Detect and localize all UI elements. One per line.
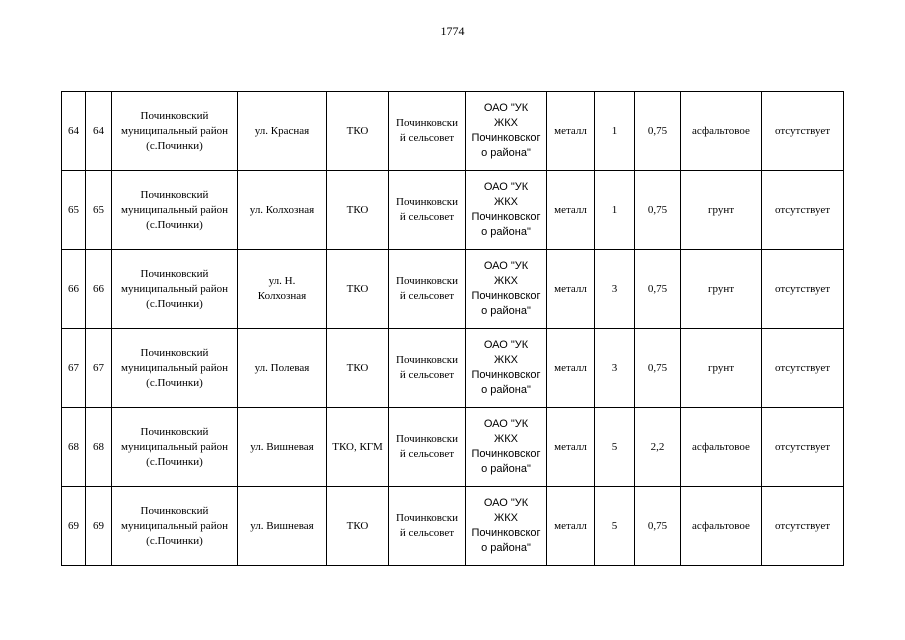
cell-street-line: ул. Вишневая xyxy=(250,440,314,453)
cell-container-volume: 0,75 xyxy=(635,487,681,566)
cell-row-number: 67 xyxy=(62,329,86,408)
cell-district xyxy=(112,408,238,487)
cell-operator xyxy=(466,250,547,329)
table-row xyxy=(62,408,844,487)
cell-fence: отсутствует xyxy=(762,408,844,487)
cell-container-volume: 0,75 xyxy=(635,250,681,329)
cell-street-line: ул. Вишневая xyxy=(250,519,314,532)
cell-council-line: й сельсовет xyxy=(399,132,455,144)
cell-waste-type: ТКО xyxy=(327,487,389,566)
cell-council-line: Починковски xyxy=(396,117,458,129)
cell-operator-line: Починковског xyxy=(471,448,541,460)
cell-operator-line: ОАО "УК xyxy=(483,102,529,114)
cell-council xyxy=(389,329,466,408)
cell-district-line: Починковский xyxy=(140,109,209,122)
cell-street xyxy=(238,329,327,408)
cell-street xyxy=(238,92,327,171)
cell-district-line: (с.Починки) xyxy=(146,218,203,231)
cell-council-line: й сельсовет xyxy=(399,448,455,460)
cell-operator-line: ЖКХ xyxy=(494,433,518,445)
cell-operator-line: Починковског xyxy=(471,527,541,539)
cell-operator-line: о района" xyxy=(481,147,531,159)
cell-container-volume: 0,75 xyxy=(635,171,681,250)
cell-council-line: й сельсовет xyxy=(399,369,455,381)
cell-operator-line: Починковског xyxy=(471,369,541,381)
cell-site-number: 69 xyxy=(86,487,112,566)
cell-fence: отсутствует xyxy=(762,250,844,329)
cell-street xyxy=(238,171,327,250)
cell-site-number: 67 xyxy=(86,329,112,408)
cell-council-line: Починковски xyxy=(396,354,458,366)
cell-waste-type: ТКО xyxy=(327,329,389,408)
cell-waste-type: ТКО, КГМ xyxy=(327,408,389,487)
cell-street-line: ул. Колхозная xyxy=(249,203,315,216)
cell-container-count: 1 xyxy=(595,92,635,171)
cell-surface: асфальтовое xyxy=(681,408,762,487)
cell-council-line: й сельсовет xyxy=(399,290,455,302)
cell-container-count: 1 xyxy=(595,171,635,250)
cell-council-line: й сельсовет xyxy=(399,527,455,539)
cell-container-material: металл xyxy=(547,487,595,566)
cell-container-material: металл xyxy=(547,250,595,329)
cell-fence: отсутствует xyxy=(762,329,844,408)
cell-fence: отсутствует xyxy=(762,171,844,250)
cell-operator-line: ОАО "УК xyxy=(483,260,529,272)
table-row xyxy=(62,250,844,329)
cell-operator-line: ЖКХ xyxy=(494,117,518,129)
waste-sites-table xyxy=(61,91,844,566)
cell-district-line: (с.Починки) xyxy=(146,455,203,468)
cell-operator-line: ЖКХ xyxy=(494,196,518,208)
cell-operator xyxy=(466,408,547,487)
cell-operator-line: ЖКХ xyxy=(494,275,518,287)
cell-waste-type: ТКО xyxy=(327,171,389,250)
cell-operator-line: ОАО "УК xyxy=(483,181,529,193)
cell-site-number: 68 xyxy=(86,408,112,487)
cell-fence: отсутствует xyxy=(762,487,844,566)
cell-street xyxy=(238,487,327,566)
cell-container-material: металл xyxy=(547,329,595,408)
cell-operator-line: Починковског xyxy=(471,132,541,144)
cell-container-count: 3 xyxy=(595,250,635,329)
cell-district-line: (с.Починки) xyxy=(146,376,203,389)
cell-row-number: 68 xyxy=(62,408,86,487)
cell-container-material: металл xyxy=(547,171,595,250)
cell-operator-line: о района" xyxy=(481,384,531,396)
cell-street-line: Колхозная xyxy=(257,290,307,302)
cell-row-number: 69 xyxy=(62,487,86,566)
cell-fence: отсутствует xyxy=(762,92,844,171)
cell-operator xyxy=(466,92,547,171)
cell-district-line: Починковский xyxy=(140,346,209,359)
cell-district-line: муниципальный район xyxy=(121,519,228,532)
cell-row-number: 66 xyxy=(62,250,86,329)
cell-council xyxy=(389,487,466,566)
cell-district xyxy=(112,487,238,566)
table-row xyxy=(62,487,844,566)
cell-street xyxy=(238,408,327,487)
cell-waste-type: ТКО xyxy=(327,250,389,329)
cell-surface: грунт xyxy=(681,329,762,408)
cell-district xyxy=(112,329,238,408)
cell-container-material: металл xyxy=(547,408,595,487)
cell-district-line: (с.Починки) xyxy=(146,139,203,152)
cell-operator-line: ЖКХ xyxy=(494,354,518,366)
cell-operator-line: ОАО "УК xyxy=(483,339,529,351)
cell-street-line: ул. Н. xyxy=(268,275,296,287)
cell-operator xyxy=(466,329,547,408)
cell-street-line: ул. Красная xyxy=(254,124,310,137)
cell-surface: асфальтовое xyxy=(681,487,762,566)
cell-district-line: муниципальный район xyxy=(121,361,228,374)
cell-site-number: 66 xyxy=(86,250,112,329)
cell-surface: асфальтовое xyxy=(681,92,762,171)
cell-container-count: 5 xyxy=(595,408,635,487)
cell-district-line: Починковский xyxy=(140,504,209,517)
cell-council-line: Починковски xyxy=(396,196,458,208)
cell-district-line: муниципальный район xyxy=(121,203,228,216)
cell-row-number: 64 xyxy=(62,92,86,171)
cell-container-volume: 0,75 xyxy=(635,92,681,171)
cell-operator-line: о района" xyxy=(481,305,531,317)
cell-container-volume: 2,2 xyxy=(635,408,681,487)
cell-council-line: Починковски xyxy=(396,433,458,445)
cell-operator-line: о района" xyxy=(481,542,531,554)
cell-council xyxy=(389,92,466,171)
cell-operator-line: Починковског xyxy=(471,290,541,302)
cell-council-line: Починковски xyxy=(396,275,458,287)
table-row xyxy=(62,171,844,250)
cell-council xyxy=(389,408,466,487)
cell-operator xyxy=(466,171,547,250)
cell-district-line: (с.Починки) xyxy=(146,534,203,547)
page-number: 1774 xyxy=(440,24,465,38)
table-row xyxy=(62,329,844,408)
cell-district-line: (с.Починки) xyxy=(146,297,203,310)
cell-container-material: металл xyxy=(547,92,595,171)
cell-container-count: 3 xyxy=(595,329,635,408)
cell-row-number: 65 xyxy=(62,171,86,250)
cell-site-number: 64 xyxy=(86,92,112,171)
cell-operator-line: о района" xyxy=(481,226,531,238)
cell-street xyxy=(238,250,327,329)
cell-operator-line: ОАО "УК xyxy=(483,418,529,430)
cell-operator-line: о района" xyxy=(481,463,531,475)
cell-council xyxy=(389,250,466,329)
table-row xyxy=(62,92,844,171)
cell-district-line: муниципальный район xyxy=(121,282,228,295)
cell-district xyxy=(112,92,238,171)
cell-district-line: муниципальный район xyxy=(121,124,228,137)
cell-surface: грунт xyxy=(681,250,762,329)
cell-operator-line: ЖКХ xyxy=(494,512,518,524)
cell-operator-line: Починковског xyxy=(471,211,541,223)
cell-district xyxy=(112,171,238,250)
cell-waste-type: ТКО xyxy=(327,92,389,171)
cell-container-volume: 0,75 xyxy=(635,329,681,408)
cell-council-line: й сельсовет xyxy=(399,211,455,223)
cell-district-line: Починковский xyxy=(140,425,209,438)
cell-council-line: Починковски xyxy=(396,512,458,524)
cell-district xyxy=(112,250,238,329)
cell-street-line: ул. Полевая xyxy=(254,361,310,374)
cell-district-line: Починковский xyxy=(140,188,209,201)
cell-council xyxy=(389,171,466,250)
table-body xyxy=(62,92,844,566)
cell-operator-line: ОАО "УК xyxy=(483,497,529,509)
cell-container-count: 5 xyxy=(595,487,635,566)
cell-district-line: муниципальный район xyxy=(121,440,228,453)
cell-surface: грунт xyxy=(681,171,762,250)
cell-site-number: 65 xyxy=(86,171,112,250)
cell-district-line: Починковский xyxy=(140,267,209,280)
cell-operator xyxy=(466,487,547,566)
